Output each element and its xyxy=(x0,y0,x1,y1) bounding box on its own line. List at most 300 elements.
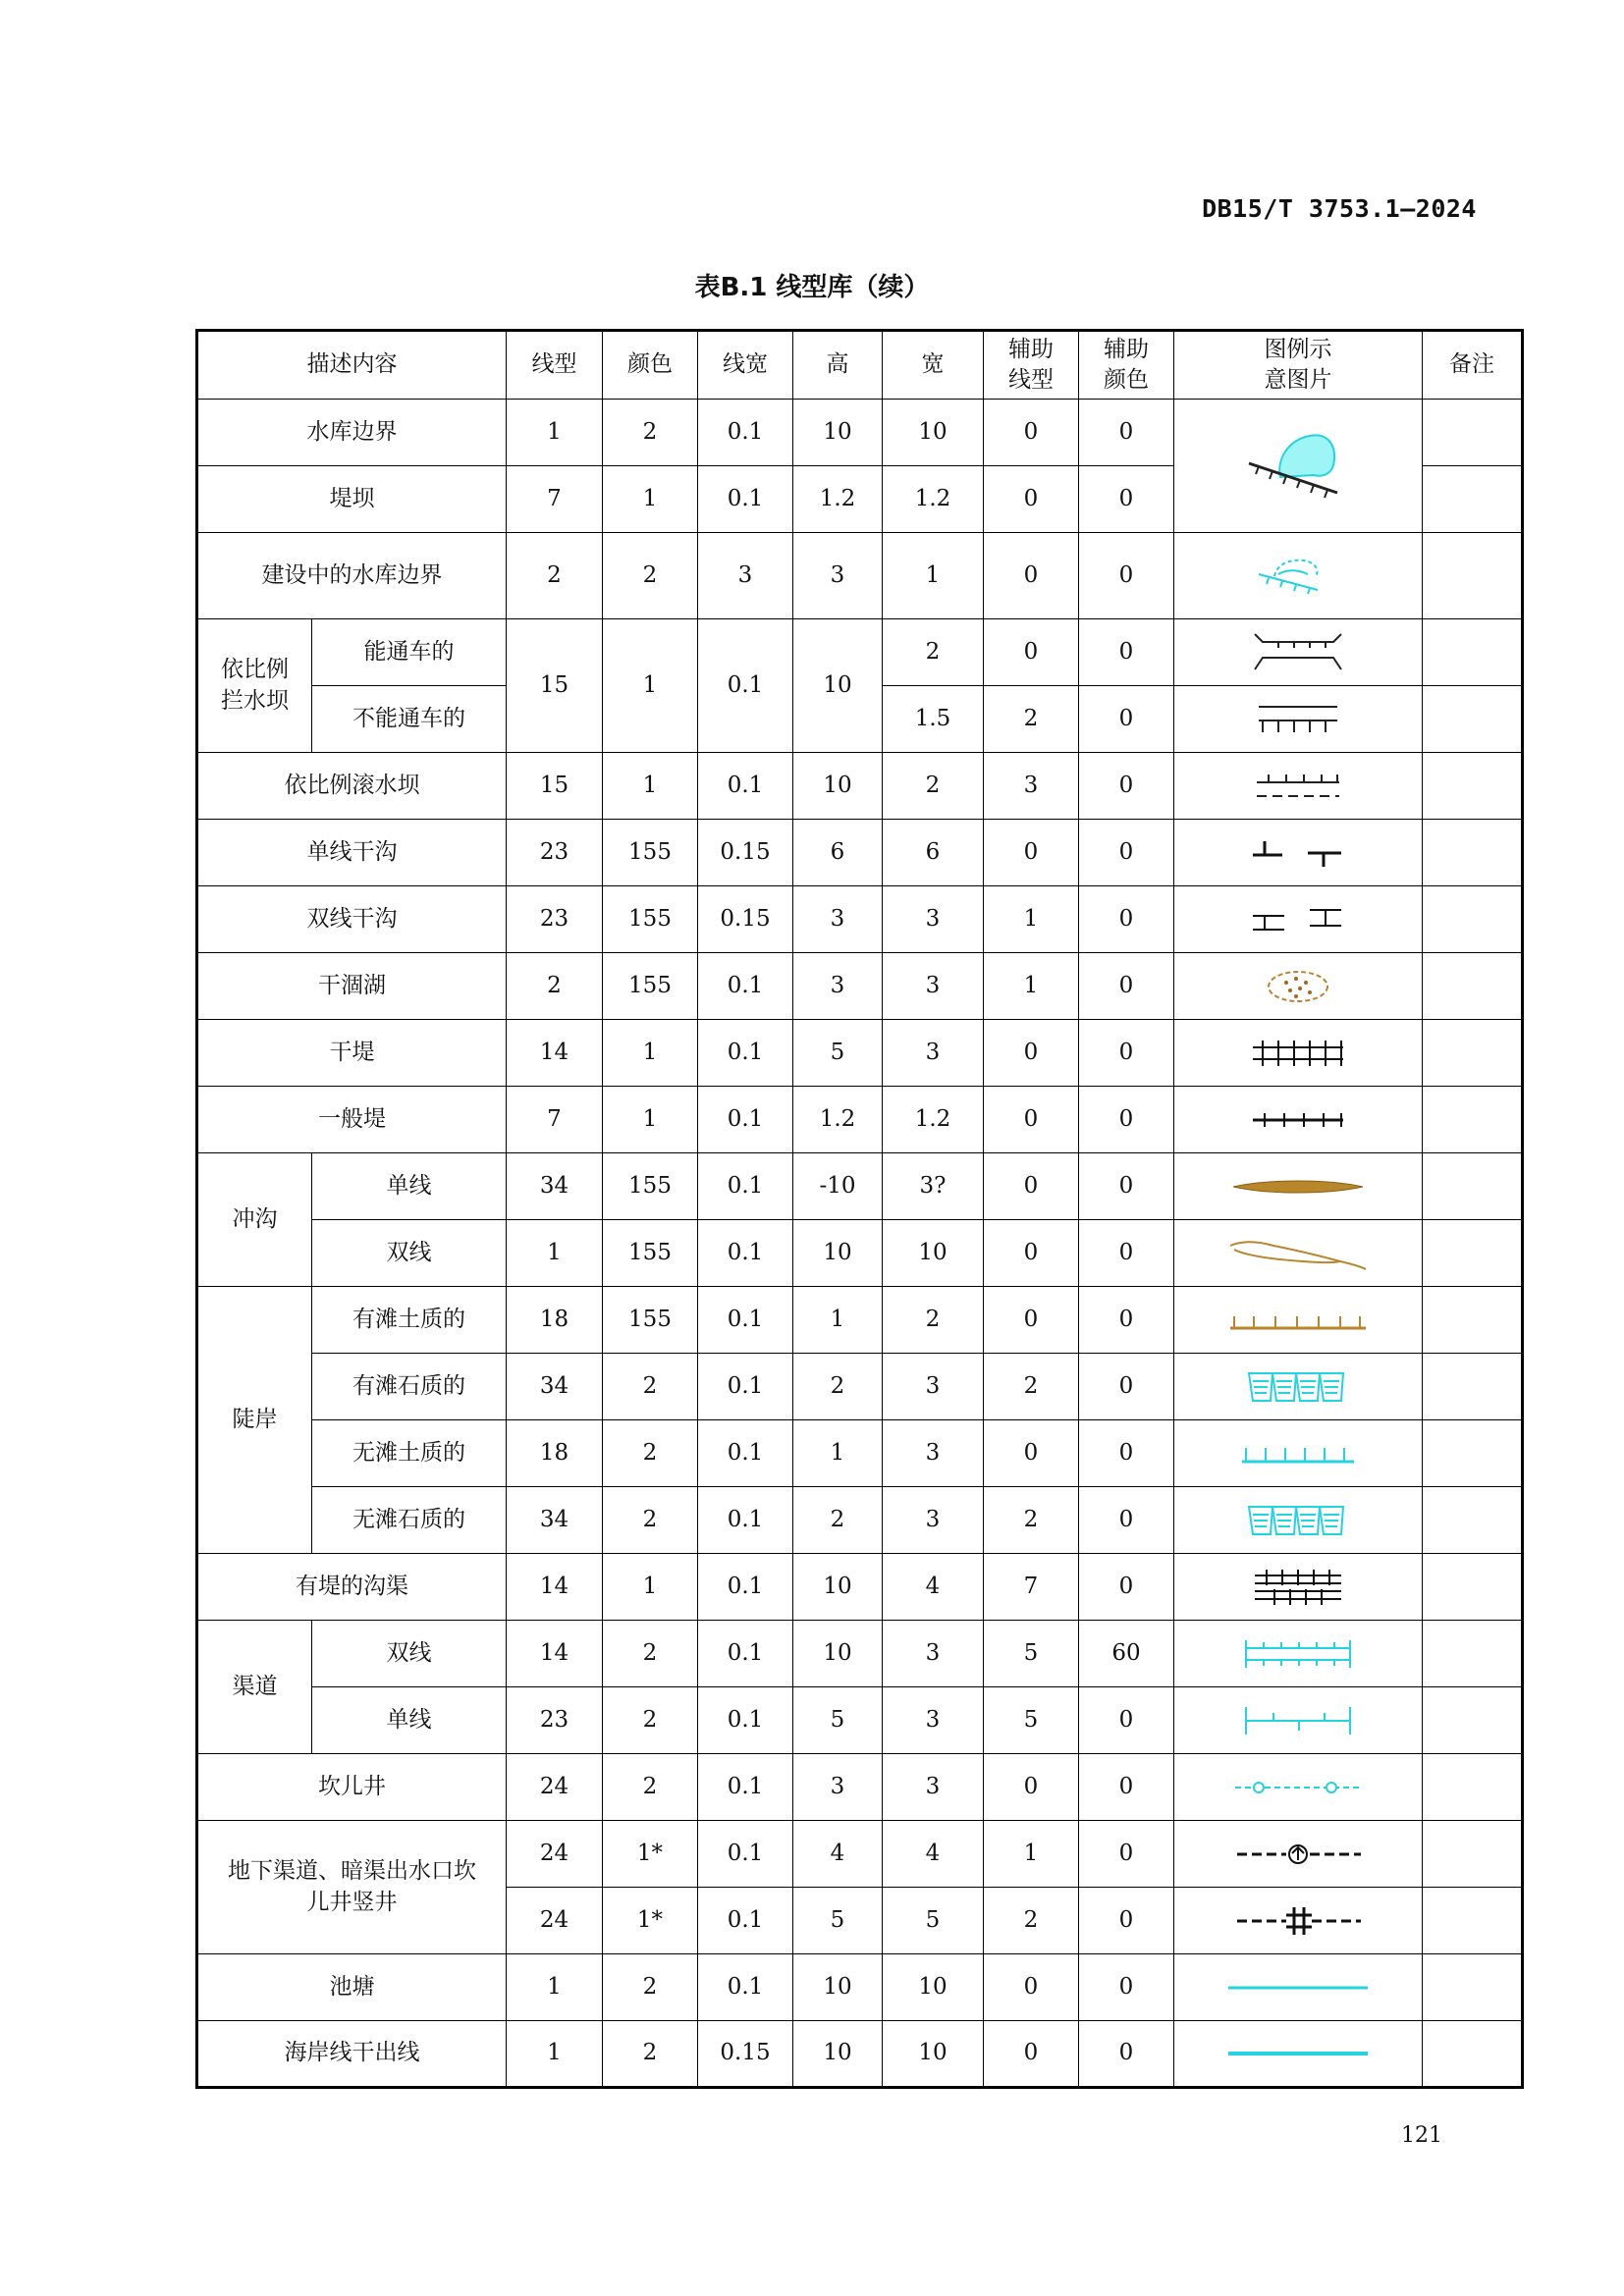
cell-line-type: 2 xyxy=(507,533,603,619)
cell-line-width: 0.1 xyxy=(698,1420,793,1487)
col-header-width: 宽 xyxy=(883,331,984,400)
cell-desc: 双线 xyxy=(312,1621,507,1687)
single-gully-icon xyxy=(1229,1167,1367,1206)
cell-width: 3 xyxy=(883,1020,984,1087)
col-header-line-width: 线宽 xyxy=(698,331,793,400)
cell-width: 3? xyxy=(883,1153,984,1220)
cell-aux-line-type: 0 xyxy=(984,1954,1079,2021)
cell-height: 3 xyxy=(793,953,883,1020)
cell-width: 10 xyxy=(883,1954,984,2021)
cell-line-type: 1 xyxy=(507,400,603,466)
table-row xyxy=(197,1287,1523,1354)
cell-line-type: 1 xyxy=(507,2021,603,2088)
cell-line-width: 0.15 xyxy=(698,2021,793,2088)
cell-line-type: 1 xyxy=(507,1954,603,2021)
cell-aux-line-type: 2 xyxy=(984,1487,1079,1554)
cell-aux-color: 0 xyxy=(1079,1687,1174,1754)
cell-remark xyxy=(1423,886,1523,953)
cell-height: 3 xyxy=(793,1754,883,1821)
table-row xyxy=(197,1020,1523,1087)
rocky-bank-icon xyxy=(1239,1499,1357,1542)
cell-desc: 建设中的水库边界 xyxy=(197,533,507,619)
cell-desc: 依比例滚水坝 xyxy=(197,753,507,820)
cell-line-width: 0.1 xyxy=(698,619,793,753)
table-row xyxy=(197,1687,1523,1754)
cell-line-type: 18 xyxy=(507,1420,603,1487)
cell-remark xyxy=(1423,400,1523,466)
cell-width: 2 xyxy=(883,1287,984,1354)
table-row xyxy=(197,1954,1523,2021)
cell-line-width: 0.1 xyxy=(698,1687,793,1754)
cell-remark xyxy=(1423,466,1523,533)
table-row xyxy=(197,1153,1523,1220)
cell-desc: 干涸湖 xyxy=(197,953,507,1020)
cell-color: 1 xyxy=(603,753,698,820)
cell-height: 10 xyxy=(793,1554,883,1621)
cell-line-width: 0.1 xyxy=(698,1153,793,1220)
cell-line-width: 0.15 xyxy=(698,820,793,886)
cell-remark xyxy=(1423,533,1523,619)
dry-lake-icon xyxy=(1239,965,1357,1008)
cell-color: 2 xyxy=(603,2021,698,2088)
cell-line-type: 23 xyxy=(507,886,603,953)
cell-remark xyxy=(1423,1554,1523,1621)
cell-desc: 不能通车的 xyxy=(312,686,507,753)
cell-color: 2 xyxy=(603,400,698,466)
header-row xyxy=(197,331,1523,400)
cell-group: 冲沟 xyxy=(197,1153,312,1287)
cell-legend xyxy=(1174,1954,1423,2021)
col-header-aux-line-type: 辅助 线型 xyxy=(984,331,1079,400)
cell-desc: 单线 xyxy=(312,1153,507,1220)
pond-icon xyxy=(1224,1973,1372,2002)
cell-line-width: 0.1 xyxy=(698,753,793,820)
cell-line-width: 0.1 xyxy=(698,1087,793,1153)
cell-color: 155 xyxy=(603,1220,698,1287)
passable-dam-icon xyxy=(1239,628,1357,677)
cell-line-width: 0.1 xyxy=(698,466,793,533)
cell-color: 1 xyxy=(603,619,698,753)
cell-color: 155 xyxy=(603,886,698,953)
cell-height: 10 xyxy=(793,400,883,466)
cell-aux-line-type: 0 xyxy=(984,820,1079,886)
standard-code: DB15/T 3753.1—2024 xyxy=(1202,194,1477,223)
cell-legend xyxy=(1174,753,1423,820)
cell-desc: 单线干沟 xyxy=(197,820,507,886)
cell-remark xyxy=(1423,686,1523,753)
cell-height: 1 xyxy=(793,1420,883,1487)
double-dry-ditch-icon xyxy=(1239,898,1357,941)
cell-legend xyxy=(1174,1287,1423,1354)
cell-height: 2 xyxy=(793,1487,883,1554)
coastline-drying-line-icon xyxy=(1224,2039,1372,2068)
cell-color: 155 xyxy=(603,1153,698,1220)
col-header-aux-color: 辅助 颜色 xyxy=(1079,331,1174,400)
cell-line-type: 1 xyxy=(507,1220,603,1287)
cell-height: 10 xyxy=(793,1954,883,2021)
table-row xyxy=(197,1087,1523,1153)
cell-legend xyxy=(1174,1621,1423,1687)
cell-remark xyxy=(1423,1087,1523,1153)
cell-width: 3 xyxy=(883,1487,984,1554)
table-row xyxy=(197,1821,1523,1888)
earthen-bank-beach-icon xyxy=(1224,1301,1372,1340)
impassable-dam-icon xyxy=(1239,695,1357,744)
double-canal-icon xyxy=(1234,1632,1362,1676)
cell-remark xyxy=(1423,1754,1523,1821)
cell-line-width: 0.1 xyxy=(698,400,793,466)
cell-desc: 单线 xyxy=(312,1687,507,1754)
cell-width: 10 xyxy=(883,1220,984,1287)
cell-height: 6 xyxy=(793,820,883,886)
cell-line-type: 14 xyxy=(507,1020,603,1087)
cell-line-width: 0.1 xyxy=(698,1487,793,1554)
cell-line-type: 23 xyxy=(507,820,603,886)
cell-color: 2 xyxy=(603,533,698,619)
table-row xyxy=(197,400,1523,466)
cell-width: 1.2 xyxy=(883,1087,984,1153)
cell-line-type: 2 xyxy=(507,953,603,1020)
cell-aux-color: 0 xyxy=(1079,953,1174,1020)
cell-width: 2 xyxy=(883,753,984,820)
cell-line-type: 14 xyxy=(507,1554,603,1621)
cell-height: -10 xyxy=(793,1153,883,1220)
cell-legend xyxy=(1174,820,1423,886)
cell-legend xyxy=(1174,1487,1423,1554)
cell-color: 1* xyxy=(603,1888,698,1954)
cell-desc: 无滩石质的 xyxy=(312,1487,507,1554)
cell-remark xyxy=(1423,1420,1523,1487)
table-row xyxy=(197,1220,1523,1287)
underground-outlet-icon xyxy=(1229,1835,1367,1874)
cell-line-width: 0.1 xyxy=(698,1287,793,1354)
cell-line-type: 23 xyxy=(507,1687,603,1754)
cell-aux-line-type: 0 xyxy=(984,466,1079,533)
cell-line-width: 0.1 xyxy=(698,1621,793,1687)
col-header-legend: 图例示 意图片 xyxy=(1174,331,1423,400)
cell-legend xyxy=(1174,1220,1423,1287)
cell-remark xyxy=(1423,1487,1523,1554)
cell-desc: 地下渠道、暗渠出水口坎 儿井竖井 xyxy=(197,1821,507,1954)
cell-line-width: 3 xyxy=(698,533,793,619)
cell-aux-color: 0 xyxy=(1079,1153,1174,1220)
cell-aux-color: 0 xyxy=(1079,1220,1174,1287)
cell-legend xyxy=(1174,1821,1423,1888)
col-header-desc: 描述内容 xyxy=(197,331,507,400)
cell-aux-line-type: 5 xyxy=(984,1621,1079,1687)
cell-height: 2 xyxy=(793,1354,883,1420)
cell-aux-color: 0 xyxy=(1079,1821,1174,1888)
cell-desc: 双线 xyxy=(312,1220,507,1287)
cell-desc: 池塘 xyxy=(197,1954,507,2021)
cell-legend xyxy=(1174,953,1423,1020)
earthen-bank-icon xyxy=(1234,1434,1362,1473)
cell-remark xyxy=(1423,1153,1523,1220)
table-row xyxy=(197,1354,1523,1420)
cell-width: 3 xyxy=(883,1621,984,1687)
cell-aux-line-type: 0 xyxy=(984,619,1079,686)
cell-line-type: 7 xyxy=(507,466,603,533)
page-number: 121 xyxy=(1401,2123,1442,2148)
cell-color: 1 xyxy=(603,466,698,533)
cell-aux-line-type: 3 xyxy=(984,753,1079,820)
cell-width: 3 xyxy=(883,1687,984,1754)
col-header-line-type: 线型 xyxy=(507,331,603,400)
cell-aux-line-type: 2 xyxy=(984,686,1079,753)
cell-height: 3 xyxy=(793,886,883,953)
cell-aux-color: 0 xyxy=(1079,1888,1174,1954)
cell-legend xyxy=(1174,686,1423,753)
cell-aux-line-type: 0 xyxy=(984,533,1079,619)
cell-remark xyxy=(1423,820,1523,886)
cell-line-type: 15 xyxy=(507,619,603,753)
cell-aux-line-type: 0 xyxy=(984,1087,1079,1153)
cell-color: 2 xyxy=(603,1687,698,1754)
cell-line-type: 24 xyxy=(507,1754,603,1821)
karez-icon xyxy=(1229,1768,1367,1807)
cell-height: 3 xyxy=(793,533,883,619)
table-row xyxy=(197,953,1523,1020)
cell-height: 10 xyxy=(793,619,883,753)
cell-aux-color: 0 xyxy=(1079,753,1174,820)
cell-legend xyxy=(1174,1420,1423,1487)
cell-width: 6 xyxy=(883,820,984,886)
cell-width: 10 xyxy=(883,400,984,466)
cell-height: 1.2 xyxy=(793,1087,883,1153)
cell-aux-line-type: 1 xyxy=(984,953,1079,1020)
cell-remark xyxy=(1423,1220,1523,1287)
cell-aux-color: 0 xyxy=(1079,886,1174,953)
main-levee-icon xyxy=(1239,1032,1357,1075)
cell-line-type: 7 xyxy=(507,1087,603,1153)
cell-color: 2 xyxy=(603,1420,698,1487)
overflow-dam-icon xyxy=(1239,765,1357,808)
table-row xyxy=(197,1487,1523,1554)
table-row xyxy=(197,886,1523,953)
cell-height: 5 xyxy=(793,1888,883,1954)
cell-width: 3 xyxy=(883,953,984,1020)
cell-remark xyxy=(1423,1954,1523,2021)
cell-color: 155 xyxy=(603,953,698,1020)
cell-legend xyxy=(1174,400,1423,533)
cell-aux-color: 0 xyxy=(1079,533,1174,619)
cell-aux-color: 0 xyxy=(1079,1020,1174,1087)
cell-aux-line-type: 0 xyxy=(984,1020,1079,1087)
cell-color: 2 xyxy=(603,1621,698,1687)
cell-desc: 一般堤 xyxy=(197,1087,507,1153)
cell-line-type: 24 xyxy=(507,1821,603,1888)
cell-aux-line-type: 2 xyxy=(984,1888,1079,1954)
table-row xyxy=(197,820,1523,886)
cell-color: 2 xyxy=(603,1487,698,1554)
cell-line-type: 34 xyxy=(507,1354,603,1420)
cell-aux-color: 0 xyxy=(1079,686,1174,753)
cell-aux-line-type: 1 xyxy=(984,1821,1079,1888)
cell-line-width: 0.1 xyxy=(698,1754,793,1821)
cell-height: 10 xyxy=(793,2021,883,2088)
cell-legend xyxy=(1174,1554,1423,1621)
cell-aux-color: 0 xyxy=(1079,1754,1174,1821)
cell-aux-color: 0 xyxy=(1079,619,1174,686)
cell-desc: 海岸线干出线 xyxy=(197,2021,507,2088)
cell-desc: 有滩石质的 xyxy=(312,1354,507,1420)
cell-remark xyxy=(1423,1621,1523,1687)
rocky-bank-beach-icon xyxy=(1239,1365,1357,1409)
cell-aux-line-type: 0 xyxy=(984,1754,1079,1821)
cell-aux-color: 0 xyxy=(1079,1954,1174,2021)
cell-width: 10 xyxy=(883,2021,984,2088)
cell-aux-color: 0 xyxy=(1079,1487,1174,1554)
cell-height: 1.2 xyxy=(793,466,883,533)
cell-desc: 堤坝 xyxy=(197,466,507,533)
cell-width: 3 xyxy=(883,1420,984,1487)
cell-color: 1 xyxy=(603,1087,698,1153)
double-gully-icon xyxy=(1224,1232,1372,1275)
cell-remark xyxy=(1423,1888,1523,1954)
cell-desc: 能通车的 xyxy=(312,619,507,686)
cell-desc: 水库边界 xyxy=(197,400,507,466)
cell-remark xyxy=(1423,619,1523,686)
cell-aux-color: 0 xyxy=(1079,1354,1174,1420)
cell-legend xyxy=(1174,1087,1423,1153)
cell-height: 1 xyxy=(793,1287,883,1354)
cell-line-type: 14 xyxy=(507,1621,603,1687)
cell-aux-line-type: 0 xyxy=(984,400,1079,466)
cell-aux-line-type: 0 xyxy=(984,1153,1079,1220)
cell-aux-line-type: 2 xyxy=(984,1354,1079,1420)
table-title: 表B.1 线型库（续） xyxy=(694,273,930,302)
cell-legend xyxy=(1174,1687,1423,1754)
cell-group: 渠道 xyxy=(197,1621,312,1754)
table-row xyxy=(197,1754,1523,1821)
cell-remark xyxy=(1423,1687,1523,1754)
cell-remark xyxy=(1423,753,1523,820)
cell-width: 1 xyxy=(883,533,984,619)
cell-group: 依比例 拦水坝 xyxy=(197,619,312,753)
cell-height: 10 xyxy=(793,1621,883,1687)
cell-line-width: 0.1 xyxy=(698,1220,793,1287)
table-row xyxy=(197,1554,1523,1621)
cell-legend xyxy=(1174,886,1423,953)
cell-color: 155 xyxy=(603,1287,698,1354)
cell-aux-color: 0 xyxy=(1079,2021,1174,2088)
cell-color: 2 xyxy=(603,1954,698,2021)
cell-legend xyxy=(1174,533,1423,619)
cell-aux-line-type: 0 xyxy=(984,2021,1079,2088)
table-row xyxy=(197,753,1523,820)
cell-width: 3 xyxy=(883,1754,984,1821)
karez-shaft-icon xyxy=(1229,1899,1367,1943)
cell-line-width: 0.15 xyxy=(698,886,793,953)
cell-remark xyxy=(1423,1354,1523,1420)
cell-aux-line-type: 7 xyxy=(984,1554,1079,1621)
cell-aux-line-type: 0 xyxy=(984,1420,1079,1487)
cell-aux-color: 0 xyxy=(1079,820,1174,886)
cell-line-type: 15 xyxy=(507,753,603,820)
col-header-remark: 备注 xyxy=(1423,331,1523,400)
diked-ditch-icon xyxy=(1239,1564,1357,1611)
cell-aux-color: 0 xyxy=(1079,1287,1174,1354)
col-header-color: 颜色 xyxy=(603,331,698,400)
reservoir-under-construction-icon xyxy=(1239,547,1357,606)
line-type-table xyxy=(195,329,1524,2089)
cell-line-width: 0.1 xyxy=(698,1954,793,2021)
cell-line-type: 18 xyxy=(507,1287,603,1354)
cell-line-width: 0.1 xyxy=(698,1821,793,1888)
cell-legend xyxy=(1174,1754,1423,1821)
cell-line-type: 34 xyxy=(507,1153,603,1220)
table-row xyxy=(197,1621,1523,1687)
cell-line-width: 0.1 xyxy=(698,1354,793,1420)
cell-desc: 双线干沟 xyxy=(197,886,507,953)
cell-width: 1.2 xyxy=(883,466,984,533)
cell-width: 4 xyxy=(883,1821,984,1888)
cell-line-width: 0.1 xyxy=(698,1020,793,1087)
cell-remark xyxy=(1423,1020,1523,1087)
general-levee-icon xyxy=(1239,1098,1357,1142)
cell-desc: 有堤的沟渠 xyxy=(197,1554,507,1621)
cell-remark xyxy=(1423,953,1523,1020)
cell-line-width: 0.1 xyxy=(698,1888,793,1954)
cell-color: 1* xyxy=(603,1821,698,1888)
cell-color: 1 xyxy=(603,1020,698,1087)
cell-width: 4 xyxy=(883,1554,984,1621)
single-dry-ditch-icon xyxy=(1239,831,1357,875)
table-row xyxy=(197,2021,1523,2088)
cell-width: 3 xyxy=(883,1354,984,1420)
cell-line-type: 34 xyxy=(507,1487,603,1554)
table-row xyxy=(197,619,1523,686)
cell-aux-line-type: 1 xyxy=(984,886,1079,953)
cell-line-width: 0.1 xyxy=(698,953,793,1020)
cell-aux-color: 0 xyxy=(1079,1420,1174,1487)
cell-remark xyxy=(1423,1821,1523,1888)
cell-aux-line-type: 0 xyxy=(984,1287,1079,1354)
cell-aux-color: 0 xyxy=(1079,1087,1174,1153)
cell-desc: 有滩土质的 xyxy=(312,1287,507,1354)
cell-width: 1.5 xyxy=(883,686,984,753)
cell-width: 2 xyxy=(883,619,984,686)
cell-width: 5 xyxy=(883,1888,984,1954)
cell-height: 10 xyxy=(793,1220,883,1287)
cell-desc: 无滩土质的 xyxy=(312,1420,507,1487)
cell-line-width: 0.1 xyxy=(698,1554,793,1621)
cell-color: 2 xyxy=(603,1754,698,1821)
cell-legend xyxy=(1174,1020,1423,1087)
cell-legend xyxy=(1174,1888,1423,1954)
table-row xyxy=(197,1420,1523,1487)
cell-aux-color: 60 xyxy=(1079,1621,1174,1687)
cell-desc: 坎儿井 xyxy=(197,1754,507,1821)
cell-color: 2 xyxy=(603,1354,698,1420)
cell-aux-color: 0 xyxy=(1079,400,1174,466)
cell-line-type: 24 xyxy=(507,1888,603,1954)
cell-legend xyxy=(1174,619,1423,686)
cell-remark xyxy=(1423,2021,1523,2088)
col-header-height: 高 xyxy=(793,331,883,400)
cell-height: 5 xyxy=(793,1687,883,1754)
cell-legend xyxy=(1174,2021,1423,2088)
cell-width: 3 xyxy=(883,886,984,953)
cell-aux-color: 0 xyxy=(1079,1554,1174,1621)
cell-aux-color: 0 xyxy=(1079,466,1174,533)
cell-height: 4 xyxy=(793,1821,883,1888)
table-row xyxy=(197,533,1523,619)
cell-height: 5 xyxy=(793,1020,883,1087)
cell-legend xyxy=(1174,1354,1423,1420)
cell-color: 1 xyxy=(603,1554,698,1621)
cell-remark xyxy=(1423,1287,1523,1354)
